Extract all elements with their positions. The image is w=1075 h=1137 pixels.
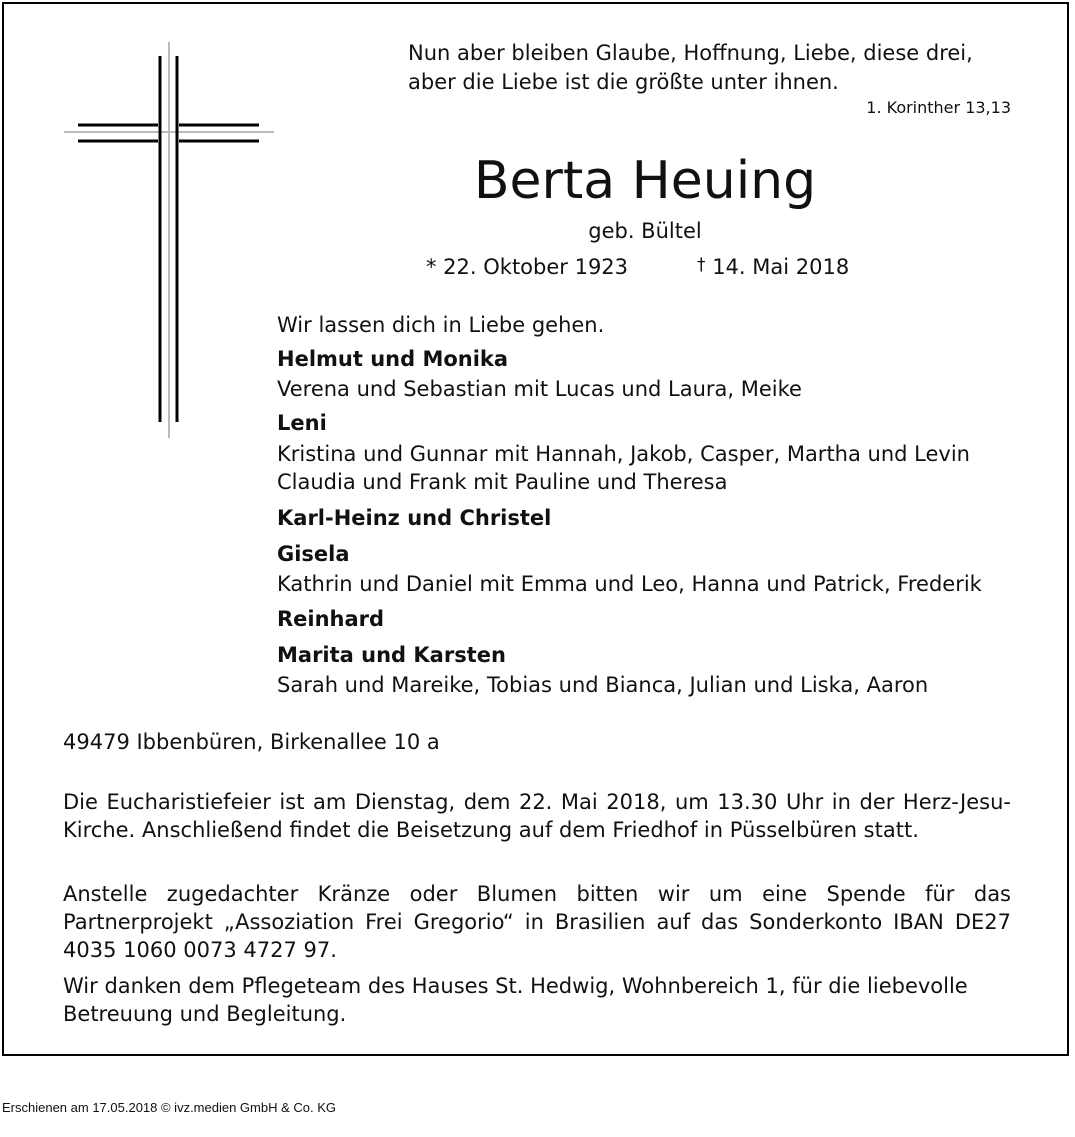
- mourner-line: Sarah und Mareike, Tobias und Bianca, Julian und Liska, Aaron: [277, 673, 929, 697]
- mourner-line: Kathrin und Daniel mit Emma und Leo, Hanna und Patrick, Frederik: [277, 572, 982, 596]
- death-date-group: [697, 255, 849, 279]
- verse-line-1: Nun aber bleiben Glaube, Hoffnung, Liebe, diese drei,: [408, 41, 973, 65]
- mourners-intro: Wir lassen dich in Liebe gehen.: [277, 313, 605, 337]
- service-paragraph: Die Eucharistiefeier ist am Dienstag, dem 22. Mai 2018, um 13.30 Uhr in der Herz-Jesu-Kirche. Anschließend findet die Beisetzung auf dem Friedhof in Püsselbüren statt.: [63, 790, 1011, 842]
- donation-paragraph: Anstelle zugedachter Kränze oder Blumen bitten wir um eine Spende für das Partnerprojekt „Assoziation Frei Gregorio“ in Brasilien auf das Sonderkonto IBAN DE27 4035 1060 0073 4727 97.: [63, 882, 1011, 962]
- mourner-line: Claudia und Frank mit Pauline und Theresa: [277, 470, 728, 494]
- mourner-line: Verena und Sebastian mit Lucas und Laura, Meike: [277, 377, 802, 401]
- verse-reference: 1. Korinther 13,13: [866, 98, 1011, 117]
- address: 49479 Ibbenbüren, Birkenallee 10 a: [63, 730, 440, 754]
- death-date: 14. Mai 2018: [712, 255, 850, 279]
- mourner-heading: Leni: [277, 411, 327, 435]
- verse-line-2: aber die Liebe ist die größte unter ihnen.: [408, 70, 839, 94]
- birth-name: geb. Bültel: [588, 219, 702, 243]
- footer-credit: Erschienen am 17.05.2018 © ivz.medien GmbH & Co. KG: [2, 1100, 337, 1115]
- deceased-name: Berta Heuing: [473, 151, 817, 211]
- birth-date: * 22. Oktober 1923: [426, 255, 629, 279]
- mourner-heading: Helmut und Monika: [277, 347, 509, 371]
- mourner-heading: Gisela: [277, 542, 350, 566]
- mourner-line: Kristina und Gunnar mit Hannah, Jakob, Casper, Martha und Levin: [277, 442, 970, 466]
- cross-symbol: †: [697, 255, 706, 275]
- mourner-heading: Reinhard: [277, 607, 385, 631]
- thanks-paragraph: Wir danken dem Pflegeteam des Hauses St. Hedwig, Wohnbereich 1, für die liebevolle Betreuung und Begleitung.: [63, 974, 968, 1026]
- mourner-heading: Marita und Karsten: [277, 643, 506, 667]
- mourner-heading: Karl-Heinz und Christel: [277, 506, 552, 530]
